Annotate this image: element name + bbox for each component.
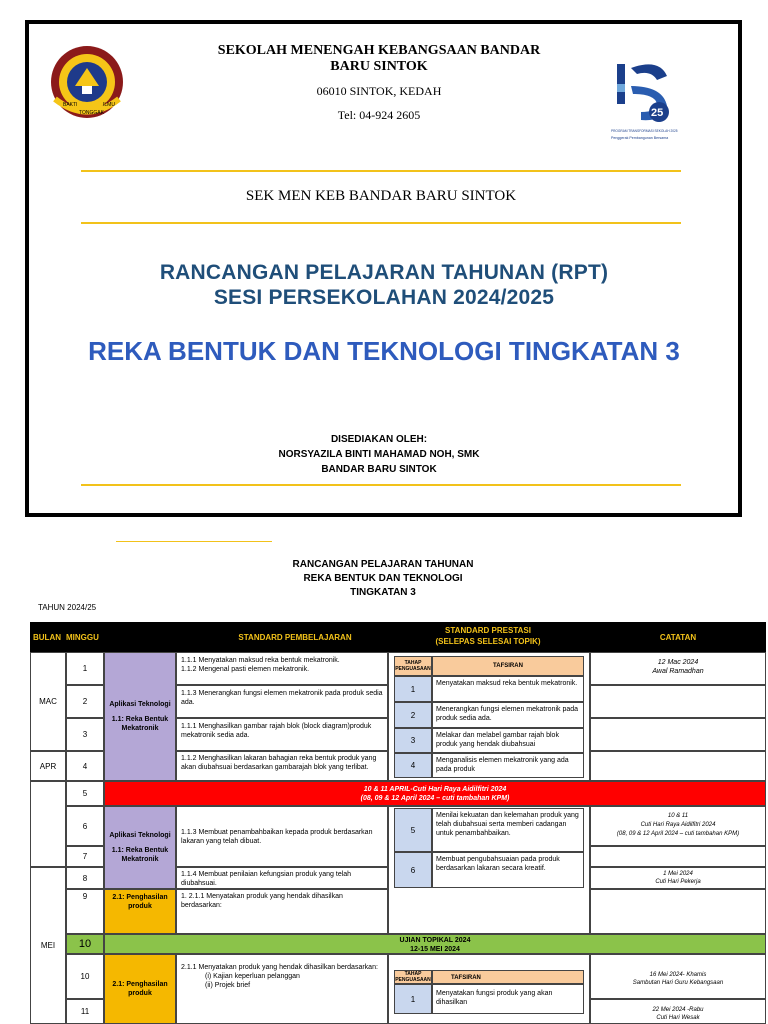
prepared-school: BANDAR BARU SINTOK bbox=[321, 464, 437, 475]
holiday-banner-line2: (08, 09 & 12 April 2024 – cuti tambahan KPM) bbox=[360, 795, 510, 802]
exam-banner-line1: UJIAN TOPIKAL 2024 bbox=[399, 937, 471, 944]
month-apr-cont bbox=[30, 781, 66, 867]
topic-title: Aplikasi Teknologi bbox=[109, 832, 171, 839]
catatan-note: Cuti Hari Pekerja bbox=[655, 879, 701, 885]
tahap-level: 1 bbox=[394, 676, 432, 702]
tafsiran-text: Menilai kekuatan dan kelemahan produk yang telah diubahsuai serta memberi cadangan untuk penambahbaikan. bbox=[432, 808, 584, 852]
catatan-note: Awal Ramadhan bbox=[652, 668, 704, 675]
header-selepas: (SELEPAS SELESAI TOPIK) bbox=[388, 637, 588, 646]
rpt-title-line2: SESI PERSEKOLAHAN 2024/2025 bbox=[213, 286, 555, 309]
tafsiran-text: Menyatakan fungsi produk yang akan dihasilkan bbox=[432, 984, 584, 1014]
week-cell: 10 bbox=[66, 934, 104, 954]
week-cell: 1 bbox=[66, 652, 104, 685]
tahap-level: 2 bbox=[394, 702, 432, 728]
subject-title: REKA BENTUK DAN TEKNOLOGI TINGKATAN 3 bbox=[88, 336, 680, 366]
week-cell: 6 bbox=[66, 806, 104, 846]
exam-banner-line2: 12-15 MEI 2024 bbox=[410, 946, 460, 953]
catatan-cell bbox=[590, 806, 766, 846]
tafsiran-text: Membuat pengubahsuaian pada produk berdasarkan lakaran secara kreatif. bbox=[432, 852, 584, 888]
catatan-cell bbox=[590, 652, 766, 685]
school-name-line1: SEKOLAH MENENGAH KEBANGSAAN BANDAR bbox=[217, 43, 541, 58]
divider bbox=[81, 222, 681, 224]
plan-title-2: REKA BENTUK DAN TEKNOLOGI bbox=[303, 573, 463, 584]
tafsiran-text: Menerangkan fungsi elemen mekatronik pada produk sedia ada. bbox=[432, 702, 584, 728]
holiday-banner bbox=[104, 781, 766, 806]
tafsiran-header: TAFSIRAN bbox=[432, 970, 584, 984]
sp-item: (i) Kajian keperluan pelanggan bbox=[205, 973, 300, 980]
school-address: 06010 SINTOK, KEDAH bbox=[316, 84, 442, 98]
sp-cell: 1.1.3 Membuat penambahbaikan kepada produk berdasarkan lakaran yang telah dibuat. bbox=[176, 806, 388, 867]
sp-cell: 1.1.2 Menghasilkan lakaran bahagian reka bentuk produk yang akan diubahsuai berdasarkan gambarajah blok yang terlibat. bbox=[176, 751, 388, 781]
header-minggu: MINGGU bbox=[66, 633, 99, 642]
catatan-cell bbox=[590, 889, 766, 934]
catatan-cell bbox=[590, 867, 766, 889]
holiday-banner-line1: 10 & 11 APRIL-Cuti Hari Raya Aidilfitri 2024 bbox=[363, 786, 507, 793]
prepared-name: NORSYAZILA BINTI MAHAMAD NOH, SMK bbox=[278, 449, 480, 460]
week-cell: 8 bbox=[66, 867, 104, 889]
month-mei: MEI bbox=[30, 867, 66, 1024]
topic-subtitle: 1.1: Reka Bentuk Mekatronik bbox=[111, 716, 169, 732]
logo-caption-1: PROGRAM TRANSFORMASI SEKOLAH 2025 bbox=[611, 129, 678, 133]
topic-cell bbox=[104, 806, 176, 889]
catatan-note: Sambutan Hari Guru Kebangsaan bbox=[632, 980, 724, 986]
transformasi-logo bbox=[611, 60, 685, 144]
header-bulan: BULAN bbox=[33, 633, 61, 642]
catatan-note: (08, 09 & 12 April 2024 – cuti tambahan KPM) bbox=[616, 831, 740, 837]
week-cell: 5 bbox=[66, 781, 104, 806]
year-label: TAHUN 2024/25 bbox=[38, 603, 97, 612]
school-short-name: SEK MEN KEB BANDAR BARU SINTOK bbox=[245, 188, 517, 204]
catatan-cell bbox=[590, 751, 766, 781]
tahap-level: 5 bbox=[394, 808, 432, 852]
crest-motto-2: TONGGAK bbox=[79, 110, 104, 116]
header-standard-prestasi: STANDARD PRESTASI bbox=[388, 626, 588, 635]
topic-subtitle: 1.1: Reka Bentuk Mekatronik bbox=[111, 847, 169, 863]
tafsiran-header: TAFSIRAN bbox=[432, 656, 584, 676]
topic-cell: 2.1: Penghasilan produk bbox=[104, 889, 176, 934]
sp-item: 1.1.1 Menyatakan maksud reka bentuk mekatronik. bbox=[181, 657, 340, 664]
school-tel: Tel: 04-924 2605 bbox=[337, 108, 421, 122]
header-catatan: CATATAN bbox=[590, 633, 766, 642]
catatan-note: Cuti Hari Wesak bbox=[656, 1015, 700, 1021]
exam-banner bbox=[104, 934, 766, 954]
tahap-header: TAHAP PENGUASAAN bbox=[395, 971, 431, 983]
rpt-title-line1: RANCANGAN PELAJARAN TAHUNAN (RPT) bbox=[159, 261, 609, 284]
sp-cell: 1. 2.1.1 Menyatakan produk yang hendak dihasilkan berdasarkan: bbox=[176, 889, 388, 934]
sp-item: (ii) Projek brief bbox=[205, 982, 251, 989]
tafsiran-text: Menyatakan maksud reka bentuk mekatronik. bbox=[432, 676, 584, 702]
catatan-date: 22 Mei 2024 -Rabu bbox=[652, 1007, 704, 1013]
catatan-date: 16 Mei 2024- Khamis bbox=[649, 972, 707, 978]
logo-25-text: 25 bbox=[651, 107, 664, 119]
sp-item: 2.1.1 Menyatakan produk yang hendak dihasilkan berdasarkan: bbox=[181, 964, 378, 971]
catatan-cell bbox=[590, 999, 766, 1024]
sp-cell: 1.1.1 Menghasilkan gambar rajah blok (block diagram)produk mekatronik sedia ada. bbox=[176, 718, 388, 751]
week-cell: 7 bbox=[66, 846, 104, 867]
plan-title-1: RANCANGAN PELAJARAN TAHUNAN bbox=[292, 559, 474, 570]
week-cell: 3 bbox=[66, 718, 104, 751]
topic-cell bbox=[104, 652, 176, 781]
catatan-cell bbox=[590, 954, 766, 999]
month-mac: MAC bbox=[30, 652, 66, 751]
crest-motto-3: ILMU bbox=[103, 102, 115, 108]
tahap-level: 1 bbox=[394, 984, 432, 1014]
catatan-date: 1 Mei 2024 bbox=[663, 871, 693, 877]
catatan-date: 10 & 11 bbox=[667, 813, 689, 819]
catatan-date: 12 Mac 2024 bbox=[657, 659, 699, 666]
tahap-level: 3 bbox=[394, 728, 432, 753]
divider bbox=[81, 170, 681, 172]
catatan-note: Cuti Hari Raya Aidilfitri 2024 bbox=[640, 822, 716, 828]
sp-cell bbox=[176, 954, 388, 1024]
school-crest-logo bbox=[49, 44, 125, 120]
week-cell: 2 bbox=[66, 685, 104, 718]
logo-caption-2: Penggerak Pembangunan Bersama bbox=[611, 136, 669, 140]
school-name-line2: BARU SINTOK bbox=[330, 59, 428, 74]
week-cell: 9 bbox=[66, 889, 104, 934]
tahap-level: 6 bbox=[394, 852, 432, 888]
cover-page bbox=[25, 20, 742, 517]
divider bbox=[116, 541, 272, 542]
catatan-cell bbox=[590, 685, 766, 718]
week-cell: 11 bbox=[66, 999, 104, 1024]
sp-cell bbox=[176, 652, 388, 685]
week-cell: 4 bbox=[66, 751, 104, 781]
topic-cell: 2.1: Penghasilan produk bbox=[104, 954, 176, 1024]
sp-item: 1.1.2 Mengenal pasti elemen mekatronik. bbox=[181, 666, 310, 673]
plan-title-3: TINGKATAN 3 bbox=[350, 587, 416, 598]
tahap-level: 4 bbox=[394, 753, 432, 778]
tahap-header: TAHAP PENGUASAAN bbox=[394, 656, 432, 676]
catatan-cell bbox=[590, 718, 766, 751]
sp-cell: 1.1.3 Menerangkan fungsi elemen mekatronik pada produk sedia ada. bbox=[176, 685, 388, 718]
crest-motto-1: BAKTI bbox=[63, 102, 78, 108]
divider bbox=[81, 484, 681, 486]
sp-cell: 1.1.4 Membuat penilaian kefungsian produk yang telah diubahsuai. bbox=[176, 867, 388, 889]
prepared-label: DISEDIAKAN OLEH: bbox=[330, 434, 428, 445]
header-standard-pembelajaran: STANDARD PEMBELAJARAN bbox=[180, 633, 410, 642]
week-cell: 10 bbox=[66, 954, 104, 999]
month-apr: APR bbox=[30, 751, 66, 781]
topic-title: Aplikasi Teknologi bbox=[109, 701, 171, 708]
catatan-cell bbox=[590, 846, 766, 867]
tafsiran-text: Melakar dan melabel gambar rajah blok produk yang hendak diubahsuai bbox=[432, 728, 584, 753]
tafsiran-text: Menganalisis elemen mekatronik yang ada pada produk bbox=[432, 753, 584, 778]
